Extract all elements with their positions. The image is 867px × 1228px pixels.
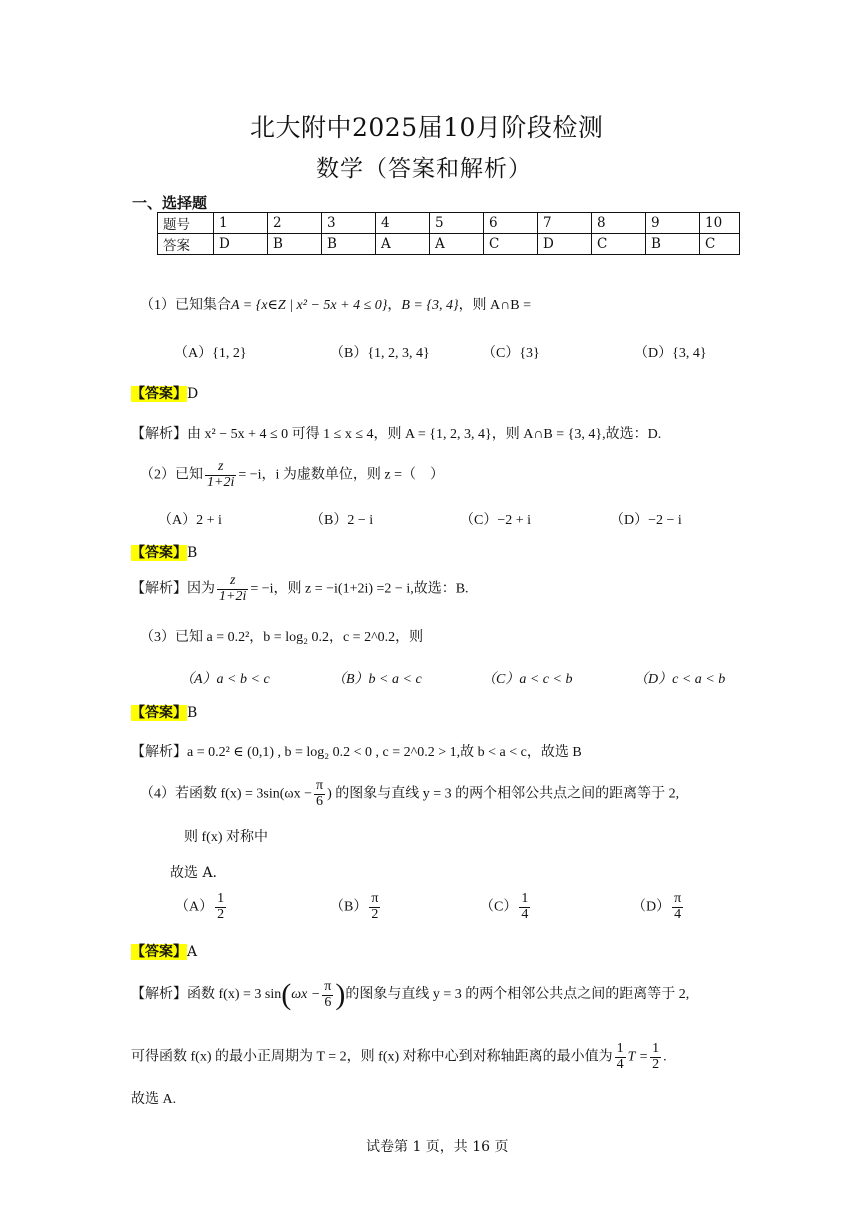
analysis-tag: 【解析】	[131, 427, 187, 442]
question-number: 6	[484, 213, 538, 234]
question-number: 7	[538, 213, 592, 234]
q1-option-d: （D）{3, 4}	[634, 346, 707, 361]
q4-line-3: 故选 A.	[170, 865, 218, 881]
q1-option-a: （A）{1, 2}	[174, 346, 247, 361]
answer-key-table	[157, 212, 740, 255]
answer-cell: A	[376, 234, 430, 255]
q2-analysis	[131, 574, 469, 604]
document-title: 北大附中2025届10月阶段检测	[250, 113, 604, 142]
answer-cell: A	[430, 234, 484, 255]
answer-cell: B	[268, 234, 322, 255]
option-fraction	[519, 892, 530, 922]
q2-tail: = −i，i 为虚数单位，则 z =（ ）	[238, 467, 445, 483]
answer-cell: D	[214, 234, 268, 255]
option-fraction	[672, 892, 683, 922]
fraction-denominator: 6	[316, 793, 324, 809]
q4-option-b	[330, 892, 382, 922]
q1-separator: ，	[387, 298, 402, 313]
question-number: 2	[268, 213, 322, 234]
q3-analysis	[131, 741, 582, 761]
answer-tag: 【答案】	[131, 944, 187, 960]
q4-option-c	[480, 892, 532, 922]
analysis-post: 的图象与直线 y = 3 的两个相邻公共点之间的距离等于 2,	[345, 987, 690, 1003]
q3-option-d: （D）c < a < b	[634, 672, 726, 687]
q3-option-c: （C）a < c < b	[482, 672, 573, 687]
fraction-numerator: π	[316, 778, 324, 793]
option-label: （B）	[330, 899, 368, 915]
answer-key-number-row	[158, 213, 740, 234]
answer-cell: B	[646, 234, 700, 255]
fraction-denominator: 1+2i	[219, 588, 247, 604]
fraction-denominator: 2	[652, 1056, 660, 1072]
analysis-tag: 【解析】	[131, 745, 187, 760]
q4-analysis-line-2	[131, 1042, 667, 1072]
fraction-denominator: 1+2i	[207, 474, 235, 490]
answer-value: B	[187, 545, 198, 561]
fraction-numerator: π	[674, 891, 682, 906]
question-number: 8	[592, 213, 646, 234]
fraction-numerator: z	[217, 574, 248, 590]
question-4	[140, 779, 679, 809]
question-1	[140, 294, 531, 314]
answer-value: A	[187, 944, 198, 960]
q2-answer	[131, 542, 197, 562]
question-number: 10	[700, 213, 740, 234]
q2-option-d: （D）−2 − i	[610, 513, 682, 528]
answer-cell: B	[322, 234, 376, 255]
document-subtitle: 数学（答案和解析）	[316, 156, 532, 182]
question-number: 1	[214, 213, 268, 234]
answer-cell: C	[592, 234, 646, 255]
analysis-pre: 函数 f(x) = 3 sin	[187, 987, 282, 1003]
q2-option-b: （B）2 − i	[310, 513, 374, 528]
row-label: 答案	[158, 234, 214, 255]
answer-cell: D	[538, 234, 592, 255]
question-number: 5	[430, 213, 484, 234]
analysis-tag: 【解析】	[131, 581, 187, 597]
option-label: （D）	[632, 899, 671, 915]
q1-set-b: B = {3, 4}	[401, 298, 459, 313]
question-2	[140, 460, 444, 490]
analysis-tag: 【解析】	[131, 987, 187, 1003]
fraction-numerator: 1	[217, 891, 225, 906]
analysis-line-2-pre: 可得函数 f(x) 的最小正周期为 T = 2，则 f(x) 对称中心到对称轴距离的最小值为	[131, 1049, 613, 1065]
question-number: 4	[376, 213, 430, 234]
answer-tag: 【答案】	[131, 386, 187, 402]
q2-option-c: （C）−2 + i	[460, 513, 532, 528]
q2-option-a: （A）2 + i	[158, 513, 222, 528]
analysis-text: 由 x² − 5x + 4 ≤ 0 可得 1 ≤ x ≤ 4，则 A = {1, 2, 3, 4}，则 A∩B = {3, 4},故选：D.	[187, 427, 662, 442]
q2-prefix: （2）已知	[140, 467, 203, 483]
option-fraction	[215, 892, 226, 922]
analysis-text: a = 0.2² ∈ (0,1) , b = log₂ 0.2 < 0 , c = 2^0.2 > 1,故 b < a < c，故选 B	[187, 745, 582, 760]
q4-analysis	[131, 978, 689, 1012]
q3-option-a: （A）a < b < c	[180, 672, 270, 687]
option-label: （A）	[175, 899, 214, 915]
answer-cell: C	[700, 234, 740, 255]
analysis-post: = −i，则 z = −i(1+2i) =2 − i,故选：B.	[250, 581, 469, 597]
analysis-inner: ωx −	[291, 987, 321, 1003]
q2-analysis-fraction	[217, 574, 248, 604]
question-number: 9	[646, 213, 700, 234]
q4-analysis-line-3: 故选 A.	[131, 1092, 177, 1107]
q1-answer	[131, 383, 198, 403]
q1-prefix: （1）已知集合	[140, 298, 231, 313]
answer-tag: 【答案】	[131, 705, 187, 721]
q4-fraction	[314, 779, 325, 809]
fraction-denominator: 2	[371, 906, 379, 922]
left-paren: (	[281, 978, 292, 1011]
q4-answer	[131, 941, 197, 961]
analysis-line-2-end: .	[663, 1049, 667, 1065]
answer-cell: C	[484, 234, 538, 255]
question-3: （3）已知 a = 0.2²，b = log₂ 0.2，c = 2^0.2，则	[140, 630, 424, 645]
q1-tail: ，则 A∩B =	[458, 298, 532, 313]
fraction-numerator: π	[371, 891, 379, 906]
q1-analysis	[131, 423, 661, 443]
option-label: （C）	[480, 899, 518, 915]
q4-tail: ) 的图象与直线 y = 3 的两个相邻公共点之间的距离等于 2,	[327, 786, 680, 802]
fraction-denominator: 4	[521, 906, 529, 922]
analysis-period-t: T =	[627, 1049, 649, 1065]
q4-option-a	[175, 892, 228, 922]
section-heading: 一、选择题	[132, 194, 208, 212]
fraction-numerator: 1	[616, 1041, 624, 1056]
fraction-numerator: 1	[652, 1041, 660, 1056]
q1-option-b: （B）{1, 2, 3, 4}	[330, 346, 430, 361]
fraction-denominator: 2	[217, 906, 225, 922]
q2-fraction	[205, 460, 236, 490]
q1-option-c: （C）{3}	[482, 346, 540, 361]
q4-prefix: （4）若函数 f(x) = 3sin(ωx −	[140, 786, 312, 802]
q4-line-2: 则 f(x) 对称中	[184, 830, 268, 845]
fraction-denominator: 6	[324, 994, 332, 1010]
row-label: 题号	[158, 213, 214, 234]
analysis-fraction-half	[650, 1042, 661, 1072]
q3-answer	[131, 702, 197, 722]
q4-option-d	[632, 892, 685, 922]
fraction-denominator: 4	[616, 1056, 624, 1072]
fraction-denominator: 4	[674, 906, 682, 922]
right-paren: )	[335, 978, 346, 1011]
analysis-fraction-quarter	[615, 1042, 626, 1072]
answer-value: D	[187, 386, 199, 402]
answer-key-answer-row	[158, 234, 740, 255]
analysis-fraction	[322, 980, 333, 1010]
q1-set-a: A = {x∈Z | x² − 5x + 4 ≤ 0}	[231, 298, 388, 313]
page-footer: 试卷第 1 页，共 16 页	[366, 1139, 509, 1155]
answer-value: B	[187, 705, 198, 721]
fraction-numerator: z	[205, 460, 236, 476]
answer-tag: 【答案】	[131, 545, 187, 561]
question-number: 3	[322, 213, 376, 234]
q3-option-b: （B）b < a < c	[332, 672, 422, 687]
analysis-pre: 因为	[187, 581, 215, 597]
fraction-numerator: π	[324, 978, 332, 994]
fraction-numerator: 1	[521, 891, 529, 906]
option-fraction	[369, 892, 380, 922]
